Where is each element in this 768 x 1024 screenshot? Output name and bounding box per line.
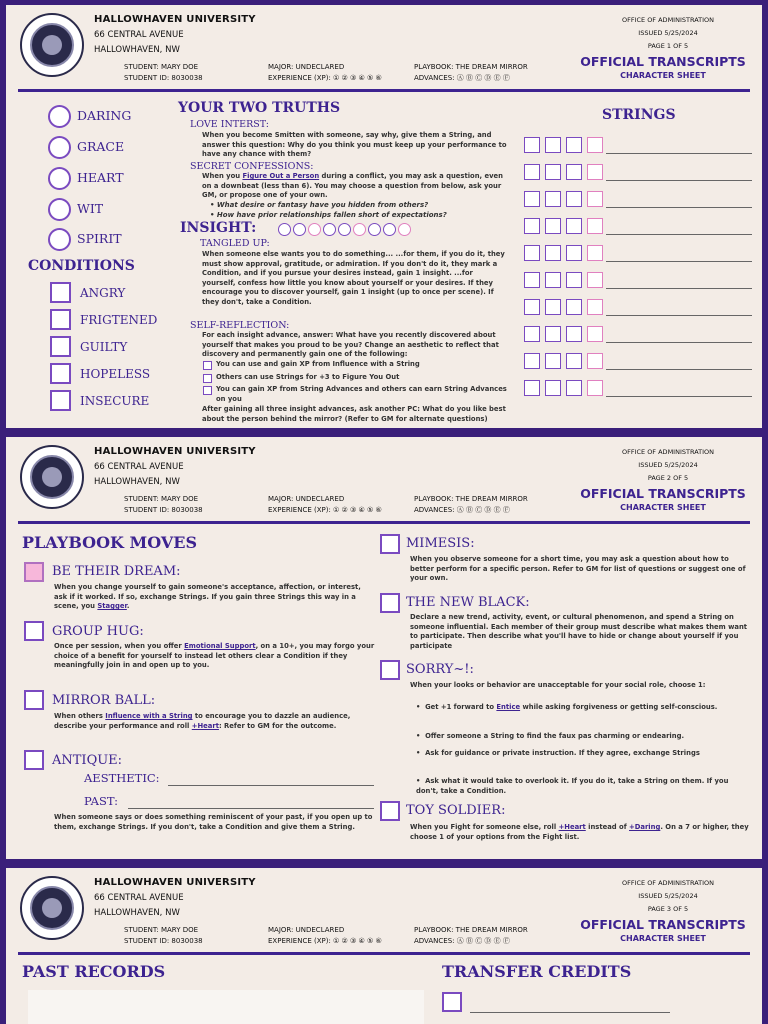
move-antique-checkbox[interactable]	[24, 750, 44, 770]
string-checkbox[interactable]	[587, 353, 603, 369]
string-name-line[interactable]	[606, 153, 752, 154]
sheet-page-1	[6, 5, 762, 428]
insight-advance-circle[interactable]	[398, 223, 411, 236]
string-checkbox[interactable]	[566, 218, 582, 234]
playbook: PLAYBOOK: THE DREAM MIRROR	[414, 495, 528, 503]
figure-out-link: Figure Out a Person	[242, 172, 320, 180]
string-checkbox[interactable]	[545, 164, 561, 180]
string-checkbox[interactable]	[545, 272, 561, 288]
self-reflection-title: SELF-REFLECTION:	[190, 320, 290, 331]
move-antique-title: ANTIQUE:	[52, 753, 123, 768]
address-line-2: HALLOWHAVEN, NW	[94, 45, 180, 55]
address-line-1: 66 CENTRAL AVENUE	[94, 462, 184, 472]
string-checkbox[interactable]	[566, 380, 582, 396]
string-checkbox[interactable]	[587, 191, 603, 207]
love-interest-text: When you become Smitten with someone, say why, give them a String, and answer this question: Why do you think you must keep up your performance to have any chance with them?	[202, 131, 507, 159]
string-name-line[interactable]	[606, 234, 752, 235]
playbook-moves-title: PLAYBOOK MOVES	[22, 533, 198, 552]
secret-confessions-title: SECRET CONFESSIONS:	[190, 161, 314, 172]
office-name: OFFICE OF ADMINISTRATION	[621, 16, 715, 24]
address-line-2: HALLOWHAVEN, NW	[94, 477, 180, 487]
string-checkbox[interactable]	[524, 353, 540, 369]
your-two-truths-title: YOUR TWO TRUTHS	[178, 100, 341, 116]
character-sheet-subtitle: CHARACTER SHEET	[620, 71, 706, 80]
major-info	[268, 62, 382, 84]
self-option-2-checkbox[interactable]	[203, 374, 212, 383]
string-checkbox[interactable]	[566, 299, 582, 315]
string-checkbox[interactable]	[524, 272, 540, 288]
sorry-option-1: • Get +1 forward to Entice while asking forgiveness or getting self-conscious.	[416, 703, 718, 711]
string-checkbox[interactable]	[587, 326, 603, 342]
string-checkbox[interactable]	[545, 137, 561, 153]
student-id: STUDENT ID: 8030038	[124, 506, 203, 514]
string-checkbox[interactable]	[545, 245, 561, 261]
header-divider	[18, 521, 750, 524]
header-divider	[18, 952, 750, 955]
string-checkbox[interactable]	[566, 326, 582, 342]
insight-circle[interactable]	[323, 223, 336, 236]
string-checkbox[interactable]	[566, 164, 582, 180]
string-checkbox[interactable]	[566, 137, 582, 153]
advances[interactable]: ADVANCES: Ⓐ Ⓑ Ⓒ Ⓓ Ⓔ Ⓕ	[414, 74, 510, 82]
page-header	[6, 437, 762, 525]
string-checkbox[interactable]	[545, 353, 561, 369]
office-block	[598, 446, 738, 485]
insight-circle[interactable]	[293, 223, 306, 236]
move-mirror-ball-title: MIRROR BALL:	[52, 693, 156, 708]
move-group-hug-title: GROUP HUG:	[52, 624, 144, 639]
address-line-2: HALLOWHAVEN, NW	[94, 908, 180, 918]
string-name-line[interactable]	[606, 342, 752, 343]
university-name: HALLOWHAVEN UNIVERSITY	[94, 877, 256, 888]
stat-spirit-circle[interactable]	[48, 228, 71, 251]
self-reflection-after: After gaining all three insight advances, ask another PC: What do you like best about the person behind the mirror? (Refer to GM for alternate questions)	[202, 405, 506, 423]
string-checkbox[interactable]	[524, 164, 540, 180]
sorry-option-4: • Ask what it would take to overlook it. If you do it, take a String on them. If you don't, take a Condition.	[416, 777, 729, 795]
stat-heart-circle[interactable]	[48, 167, 71, 190]
insight-circle[interactable]	[383, 223, 396, 236]
student-name: STUDENT: MARY DOE	[124, 926, 199, 934]
page-number: PAGE 2 OF 5	[647, 474, 689, 482]
transfer-credits-title: TRANSFER CREDITS	[442, 962, 632, 981]
past-label: PAST:	[84, 794, 119, 808]
official-transcripts-title: OFFICIAL TRANSCRIPTS	[580, 917, 746, 932]
move-sorry-text: When your looks or behavior are unacceptable for your social role, choose 1:	[410, 681, 706, 689]
major-info	[268, 494, 382, 516]
move-antique-text: When someone says or does something reminiscent of your past, if you open up to them, exchange Strings. If you don't, take a Condition and give them a String.	[54, 813, 373, 831]
tangled-up-text: When someone else wants you to do something... ...for them, if you do it, they must show approval, gratitude, or admiration. If you don't do it, they mark a Condition, and if you pursue your desires instead, gain 1 insight. ...for yourself, confess how little you know about yourself or your desires. If they encourage you to discover yourself, gain 1 insight (up to once per scene). If they don't, take a Condition.	[202, 250, 505, 306]
major: MAJOR: UNDECLARED	[268, 495, 345, 503]
past-records-title: PAST RECORDS	[22, 962, 166, 981]
experience[interactable]: EXPERIENCE (XP): ① ② ③ ④ ⑤ ⑥	[268, 937, 382, 945]
character-sheet-subtitle: CHARACTER SHEET	[620, 934, 706, 943]
string-checkbox[interactable]	[587, 299, 603, 315]
string-name-line[interactable]	[606, 180, 752, 181]
address-line-1: 66 CENTRAL AVENUE	[94, 893, 184, 903]
condition-angry-checkbox[interactable]	[50, 282, 71, 303]
past-input-line[interactable]	[128, 808, 374, 809]
major: MAJOR: UNDECLARED	[268, 63, 345, 71]
character-sheet-subtitle: CHARACTER SHEET	[620, 503, 706, 512]
issued-date: ISSUED 5/25/2024	[638, 461, 698, 469]
student-info	[124, 925, 203, 947]
experience[interactable]: EXPERIENCE (XP): ① ② ③ ④ ⑤ ⑥	[268, 506, 382, 514]
header-divider	[18, 89, 750, 92]
office-name: OFFICE OF ADMINISTRATION	[621, 448, 715, 456]
string-checkbox[interactable]	[587, 218, 603, 234]
string-name-line[interactable]	[606, 288, 752, 289]
transfer-credit-checkbox[interactable]	[442, 992, 462, 1012]
university-seal-icon	[20, 13, 84, 77]
page-number: PAGE 3 OF 5	[647, 905, 689, 913]
move-new-black-checkbox[interactable]	[380, 593, 400, 613]
stat-heart-label: HEART	[77, 170, 124, 185]
aesthetic-input-line[interactable]	[168, 785, 374, 786]
condition-insecure-label: INSECURE	[80, 394, 150, 408]
string-checkbox[interactable]	[587, 272, 603, 288]
string-checkbox[interactable]	[545, 191, 561, 207]
stat-wit-circle[interactable]	[48, 198, 71, 221]
condition-frightened-label: FRIGTENED	[80, 313, 158, 327]
secret-question-2: • How have prior relationships fallen short of expectations?	[210, 211, 447, 219]
move-group-hug-checkbox[interactable]	[24, 621, 44, 641]
condition-insecure-checkbox[interactable]	[50, 390, 71, 411]
sheet-page-2	[6, 437, 762, 859]
secret-confessions-text: When you Figure Out a Person during a conflict, you may ask a question, even on a downbeat (less than 6). You may choose a question from below, ask your GM, or propose one of your own.	[202, 172, 503, 200]
issued-date: ISSUED 5/25/2024	[638, 892, 698, 900]
move-be-their-dream-text: When you change yourself to gain someone's acceptance, affection, or interest, ask if it worked. If so, exchange Strings. If you gain three Strings this way in a scene, you Stagger.	[54, 583, 361, 611]
condition-guilty-checkbox[interactable]	[50, 336, 71, 357]
stat-grace-label: GRACE	[77, 139, 125, 154]
move-mirror-ball-text: When others Influence with a String to encourage you to dazzle an audience, describe your performance and roll +Heart: Refer to GM for the outcome.	[54, 712, 351, 730]
move-group-hug-text: Once per session, when you offer Emotional Support, on a 10+, you may forgo your choice of a benefit for yourself to instead let others clear a Condition if they meaningfully join in and open up to you.	[54, 642, 375, 670]
stat-grace-circle[interactable]	[48, 136, 71, 159]
student-id: STUDENT ID: 8030038	[124, 74, 203, 82]
condition-hopeless-checkbox[interactable]	[50, 363, 71, 384]
string-checkbox[interactable]	[566, 353, 582, 369]
stat-wit-label: WIT	[77, 201, 104, 216]
move-sorry-title: SORRY~!:	[406, 662, 474, 677]
string-checkbox[interactable]	[524, 218, 540, 234]
advances[interactable]: ADVANCES: Ⓐ Ⓑ Ⓒ Ⓓ Ⓔ Ⓕ	[414, 506, 510, 514]
stat-spirit-label: SPIRIT	[77, 231, 122, 246]
love-interest-title: LOVE INTERST:	[190, 119, 269, 130]
university-seal-icon	[20, 876, 84, 940]
string-checkbox[interactable]	[587, 245, 603, 261]
string-name-line[interactable]	[606, 315, 752, 316]
official-transcripts-title: OFFICIAL TRANSCRIPTS	[580, 54, 746, 69]
string-checkbox[interactable]	[524, 326, 540, 342]
issued-date: ISSUED 5/25/2024	[638, 29, 698, 37]
self-option-3: You can gain XP from String Advances and others can earn String Advances on you	[216, 385, 507, 403]
string-checkbox[interactable]	[524, 191, 540, 207]
move-new-black-text: Declare a new trend, activity, event, or cultural phenomenon, and spend a String on someone influential. Each member of their group must describe what makes them want to participate. Then describe what you'll have to hide or change about yourself if you participate	[410, 613, 748, 650]
insight-circle[interactable]	[278, 223, 291, 236]
page-header	[6, 5, 762, 93]
string-name-line[interactable]	[606, 396, 752, 397]
string-checkbox[interactable]	[545, 380, 561, 396]
university-seal-icon	[20, 445, 84, 509]
move-mimesis-checkbox[interactable]	[380, 534, 400, 554]
strings-title: STRINGS	[602, 107, 676, 123]
transfer-credit-line[interactable]	[470, 1012, 670, 1013]
string-name-line[interactable]	[606, 369, 752, 370]
playbook: PLAYBOOK: THE DREAM MIRROR	[414, 926, 528, 934]
playbook-info	[414, 62, 528, 84]
self-option-3-checkbox[interactable]	[203, 386, 212, 395]
self-reflection-text: For each insight advance, answer: What have you recently discovered about yourself that makes you proud to be you? Change an aesthetic to reflect that discovery and permanently gain one of the following:	[202, 331, 499, 359]
past-records-box[interactable]	[28, 990, 424, 1024]
student-info	[124, 494, 203, 516]
string-checkbox[interactable]	[566, 191, 582, 207]
official-transcripts-title: OFFICIAL TRANSCRIPTS	[580, 486, 746, 501]
office-block	[598, 14, 738, 53]
stat-daring-label: DARING	[77, 108, 132, 123]
string-checkbox[interactable]	[566, 272, 582, 288]
self-option-2: Others can use Strings for +3 to Figure You Out	[216, 373, 400, 381]
tangled-up-title: TANGLED UP:	[200, 238, 270, 249]
move-be-their-dream-title: BE THEIR DREAM:	[52, 564, 181, 579]
sorry-option-3: • Ask for guidance or private instruction. If they agree, exchange Strings	[416, 749, 700, 757]
move-new-black-title: THE NEW BLACK:	[406, 595, 530, 610]
student-info	[124, 62, 203, 84]
experience[interactable]: EXPERIENCE (XP): ① ② ③ ④ ⑤ ⑥	[268, 74, 382, 82]
insight-advance-circle[interactable]	[308, 223, 321, 236]
major-info	[268, 925, 382, 947]
string-checkbox[interactable]	[524, 299, 540, 315]
string-checkbox[interactable]	[524, 380, 540, 396]
page-number: PAGE 1 OF 5	[647, 42, 689, 50]
condition-hopeless-label: HOPELESS	[80, 367, 151, 381]
move-mimesis-text: When you observe someone for a short time, you may ask a question about how to better perform for a specific person. Refer to GM for list of questions or suggest one of your own.	[410, 555, 746, 583]
move-sorry-checkbox[interactable]	[380, 660, 400, 680]
string-name-line[interactable]	[606, 261, 752, 262]
move-be-their-dream-checkbox[interactable]	[24, 562, 44, 582]
string-checkbox[interactable]	[587, 380, 603, 396]
insight-circle[interactable]	[338, 223, 351, 236]
string-checkbox[interactable]	[545, 299, 561, 315]
university-name: HALLOWHAVEN UNIVERSITY	[94, 446, 256, 457]
insight-advance-circle[interactable]	[353, 223, 366, 236]
aesthetic-label: AESTHETIC:	[84, 771, 160, 785]
major: MAJOR: UNDECLARED	[268, 926, 345, 934]
conditions-title: CONDITIONS	[28, 258, 135, 274]
secret-question-1: • What desire or fantasy have you hidden from others?	[210, 201, 429, 209]
sheet-page-3	[6, 868, 762, 1024]
condition-angry-label: ANGRY	[80, 286, 126, 300]
move-toy-soldier-text: When you Fight for someone else, roll +Heart instead of +Daring. On a 7 or higher, they choose 1 of your options from the Fight list.	[410, 823, 749, 841]
advances[interactable]: ADVANCES: Ⓐ Ⓑ Ⓒ Ⓓ Ⓔ Ⓕ	[414, 937, 510, 945]
string-name-line[interactable]	[606, 207, 752, 208]
condition-frightened-checkbox[interactable]	[50, 309, 71, 330]
student-name: STUDENT: MARY DOE	[124, 63, 199, 71]
page-header	[6, 868, 762, 956]
office-block	[598, 877, 738, 916]
office-name: OFFICE OF ADMINISTRATION	[621, 879, 715, 887]
string-checkbox[interactable]	[545, 218, 561, 234]
string-checkbox[interactable]	[566, 245, 582, 261]
playbook: PLAYBOOK: THE DREAM MIRROR	[414, 63, 528, 71]
stat-daring-circle[interactable]	[48, 105, 71, 128]
university-name: HALLOWHAVEN UNIVERSITY	[94, 14, 256, 25]
playbook-info	[414, 925, 528, 947]
move-mimesis-title: MIMESIS:	[406, 536, 475, 551]
insight-title: INSIGHT:	[180, 220, 257, 236]
student-name: STUDENT: MARY DOE	[124, 495, 199, 503]
string-checkbox[interactable]	[524, 245, 540, 261]
condition-guilty-label: GUILTY	[80, 340, 128, 354]
string-checkbox[interactable]	[545, 326, 561, 342]
string-checkbox[interactable]	[524, 137, 540, 153]
string-checkbox[interactable]	[587, 137, 603, 153]
move-mirror-ball-checkbox[interactable]	[24, 690, 44, 710]
sorry-option-2: • Offer someone a String to find the faux pas charming or endearing.	[416, 732, 685, 740]
self-option-1: You can use and gain XP from Influence with a String	[216, 360, 420, 368]
string-checkbox[interactable]	[587, 164, 603, 180]
move-toy-soldier-title: TOY SOLDIER:	[406, 803, 506, 818]
self-option-1-checkbox[interactable]	[203, 361, 212, 370]
move-toy-soldier-checkbox[interactable]	[380, 801, 400, 821]
playbook-info	[414, 494, 528, 516]
student-id: STUDENT ID: 8030038	[124, 937, 203, 945]
insight-circle[interactable]	[368, 223, 381, 236]
address-line-1: 66 CENTRAL AVENUE	[94, 30, 184, 40]
